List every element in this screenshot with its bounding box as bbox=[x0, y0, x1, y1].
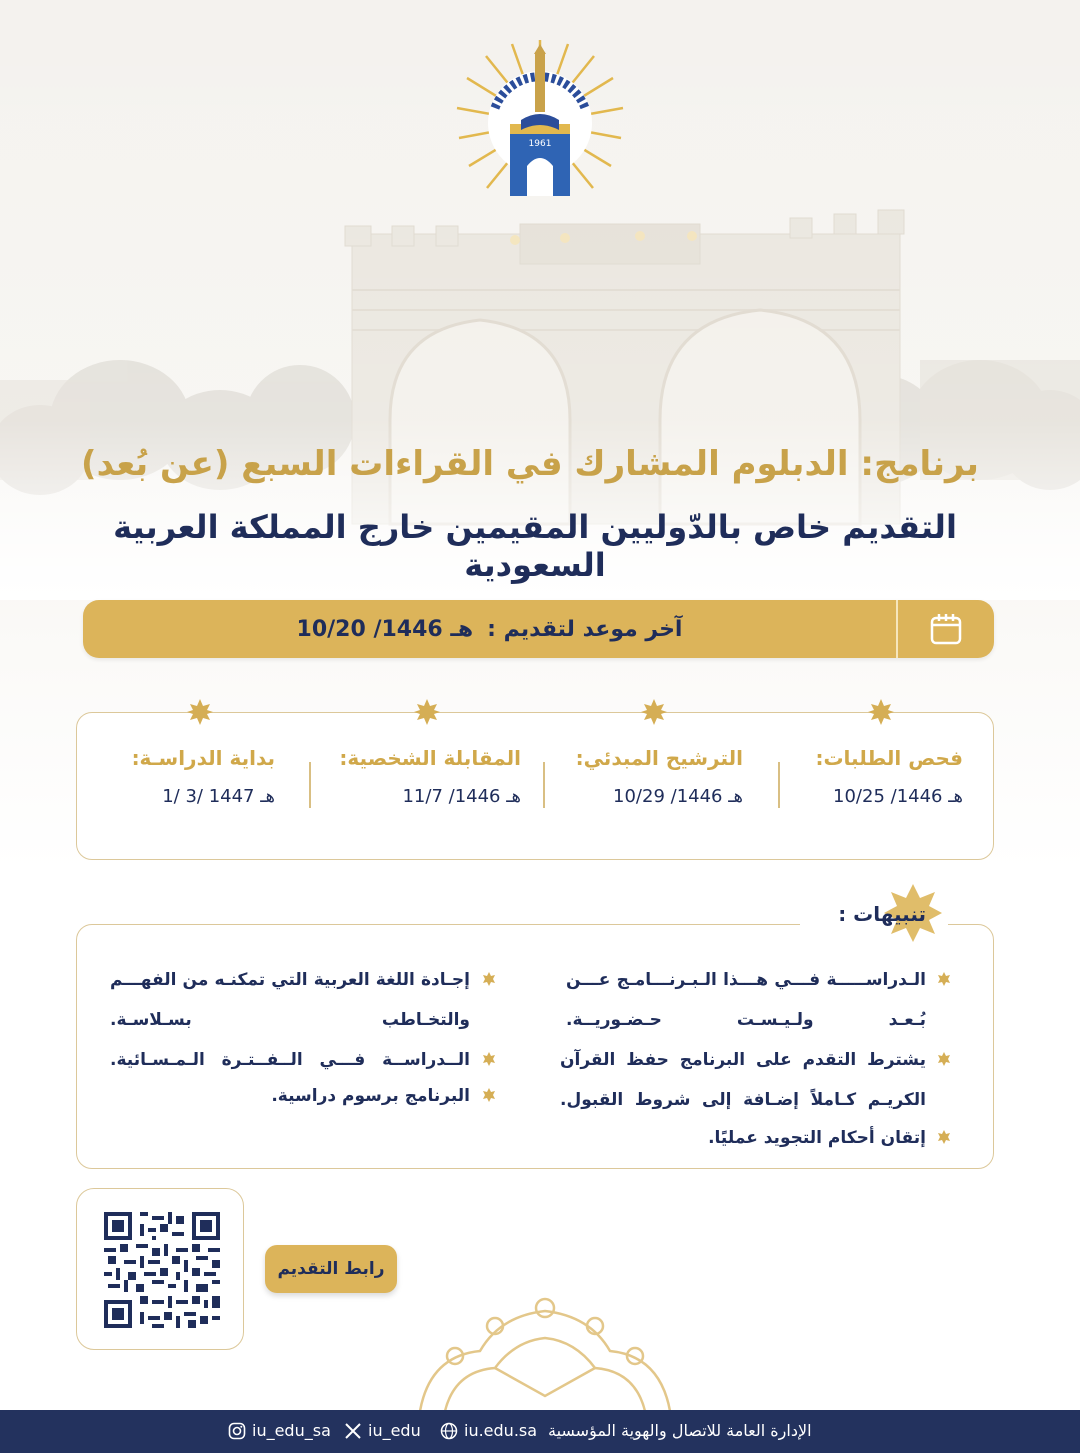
footer-instagram-link[interactable] bbox=[228, 1421, 331, 1440]
notice-item: الــدراســة فـــي الــفــتـرة الـمـسـائية. bbox=[110, 1050, 470, 1070]
instagram-icon bbox=[228, 1422, 246, 1440]
timeline-item-interview bbox=[306, 746, 521, 807]
footer-website-link[interactable] bbox=[440, 1421, 537, 1440]
timeline-date: 10/25 /1446 هـ bbox=[833, 786, 963, 807]
timeline-divider bbox=[778, 762, 780, 808]
footer-instagram: iu_edu_sa bbox=[252, 1421, 331, 1440]
x-logo-icon bbox=[344, 1422, 362, 1440]
footer-org bbox=[548, 1421, 812, 1440]
notice-item: إتقان أحكام التجويد عمليًا. bbox=[708, 1128, 926, 1148]
timeline-item-nomination bbox=[528, 746, 743, 807]
timeline-divider bbox=[309, 762, 311, 808]
globe-icon bbox=[440, 1422, 458, 1440]
notices-title: تنبيهات : bbox=[838, 902, 926, 926]
university-logo-icon bbox=[455, 38, 625, 208]
bullet-star-icon bbox=[937, 1052, 951, 1066]
timeline-label: بداية الدراسـة: bbox=[131, 746, 275, 770]
star-icon bbox=[187, 699, 213, 725]
footer-x-link[interactable] bbox=[344, 1421, 421, 1440]
deadline-label: آخر موعد لتقديم : bbox=[487, 616, 683, 642]
notice-item: يشترط التقدم على البرنامج حفظ القرآن الكريـم كـاملاً إضـافة إلى شروط القبول. bbox=[560, 1050, 926, 1110]
timeline-label: فحص الطلبات: bbox=[815, 746, 963, 770]
notice-item: البرنامج برسوم دراسية. bbox=[271, 1086, 470, 1106]
footer-org-name: الإدارة العامة للاتصال والهوية المؤسسية bbox=[548, 1421, 812, 1440]
star-icon bbox=[868, 699, 894, 725]
islamic-ornament-icon bbox=[400, 1296, 690, 1411]
timeline-date: 1/ 3/ 1447 هـ bbox=[162, 786, 275, 807]
footer-x-handle: iu_edu bbox=[368, 1421, 421, 1440]
timeline-divider bbox=[543, 762, 545, 808]
bullet-star-icon bbox=[482, 972, 496, 986]
deadline-icon-box bbox=[896, 600, 994, 658]
notice-item: الـدراســـــة فـــي هـــذا الـبـرنـــامـج عـــن بُـعـد ولـيـسـت حـضـوريــة. bbox=[566, 970, 926, 1030]
deadline-bar bbox=[83, 600, 994, 658]
timeline-date: 11/7 /1446 هـ bbox=[402, 786, 521, 807]
deadline-date: 10/20 /1446 هـ bbox=[296, 616, 474, 642]
footer-website: iu.edu.sa bbox=[464, 1421, 538, 1440]
bullet-star-icon bbox=[937, 972, 951, 986]
star-icon bbox=[641, 699, 667, 725]
timeline-label: المقابلة الشخصية: bbox=[339, 746, 521, 770]
timeline-item-review bbox=[748, 746, 963, 807]
timeline-item-study-start bbox=[60, 746, 275, 807]
logo-year: 1961 bbox=[528, 139, 552, 149]
bullet-star-icon bbox=[482, 1052, 496, 1066]
timeline-date: 10/29 /1446 هـ bbox=[613, 786, 743, 807]
program-subtitle: التقديم خاص بالدّوليين المقيمين خارج المملكة العربية السعودية bbox=[113, 508, 957, 584]
bullet-star-icon bbox=[937, 1130, 951, 1144]
apply-link-button[interactable]: رابط التقديم bbox=[265, 1245, 397, 1293]
calendar-icon bbox=[929, 612, 963, 646]
timeline-label: الترشيح المبدئي: bbox=[575, 746, 743, 770]
bullet-star-icon bbox=[482, 1088, 496, 1102]
qr-code[interactable] bbox=[104, 1212, 220, 1328]
notice-item: إجـادة اللغة العربية التي تمكنـه من الفهـــم والتخـاطب بسـلاسـة. bbox=[110, 970, 470, 1030]
deadline-text bbox=[83, 600, 896, 658]
program-title: برنامج: الدبلوم المشارك في القراءات السبع (عن بُعد) bbox=[81, 444, 979, 484]
star-icon bbox=[414, 699, 440, 725]
footer bbox=[0, 1410, 1080, 1453]
